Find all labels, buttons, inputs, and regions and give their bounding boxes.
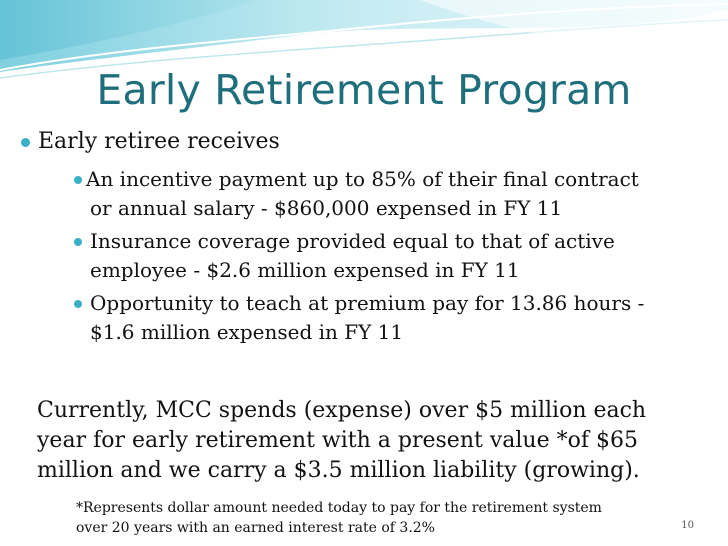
sub-bullet-1-line1: An incentive payment up to 85% of their final contract: [86, 167, 639, 191]
summary-paragraph: [37, 396, 701, 486]
level1-bullet-text: Early retiree receives: [38, 129, 280, 154]
sub-bullet-2: [90, 227, 690, 285]
sub-bullet-3: [90, 289, 690, 347]
sub-bullet-3-line2: $1.6 million expensed in FY 11: [90, 320, 404, 344]
sub-bullet-1: [86, 165, 690, 223]
footnote-line-1: *Represents dollar amount needed today to pay for the retirement system: [76, 500, 602, 516]
sub-bullet-2-line2: employee - $2.6 million expensed in FY 11: [90, 258, 520, 282]
sub-bullet-2-line1: Insurance coverage provided equal to that of active: [90, 229, 615, 253]
slide-title: Early Retirement Program: [96, 66, 632, 114]
bullet-dot-icon: [74, 238, 82, 246]
sub-bullet-3-line1: Opportunity to teach at premium pay for 13.86 hours -: [90, 291, 645, 315]
page-number: 10: [681, 520, 694, 531]
summary-line-3: million and we carry a $3.5 million liability (growing).: [37, 458, 640, 483]
sub-bullet-1-line2: or annual salary - $860,000 expensed in FY 11: [90, 196, 563, 220]
footnote: [76, 498, 636, 538]
bullet-dot-icon: [74, 300, 82, 308]
bullet-dot-icon: [74, 176, 82, 184]
bullet-dot-icon: [21, 138, 30, 147]
footnote-line-2: over 20 years with an earned interest rate of 3.2%: [76, 520, 435, 536]
summary-line-1: Currently, MCC spends (expense) over $5 million each: [37, 398, 647, 423]
summary-line-2: year for early retirement with a present value *of $65: [37, 428, 638, 453]
